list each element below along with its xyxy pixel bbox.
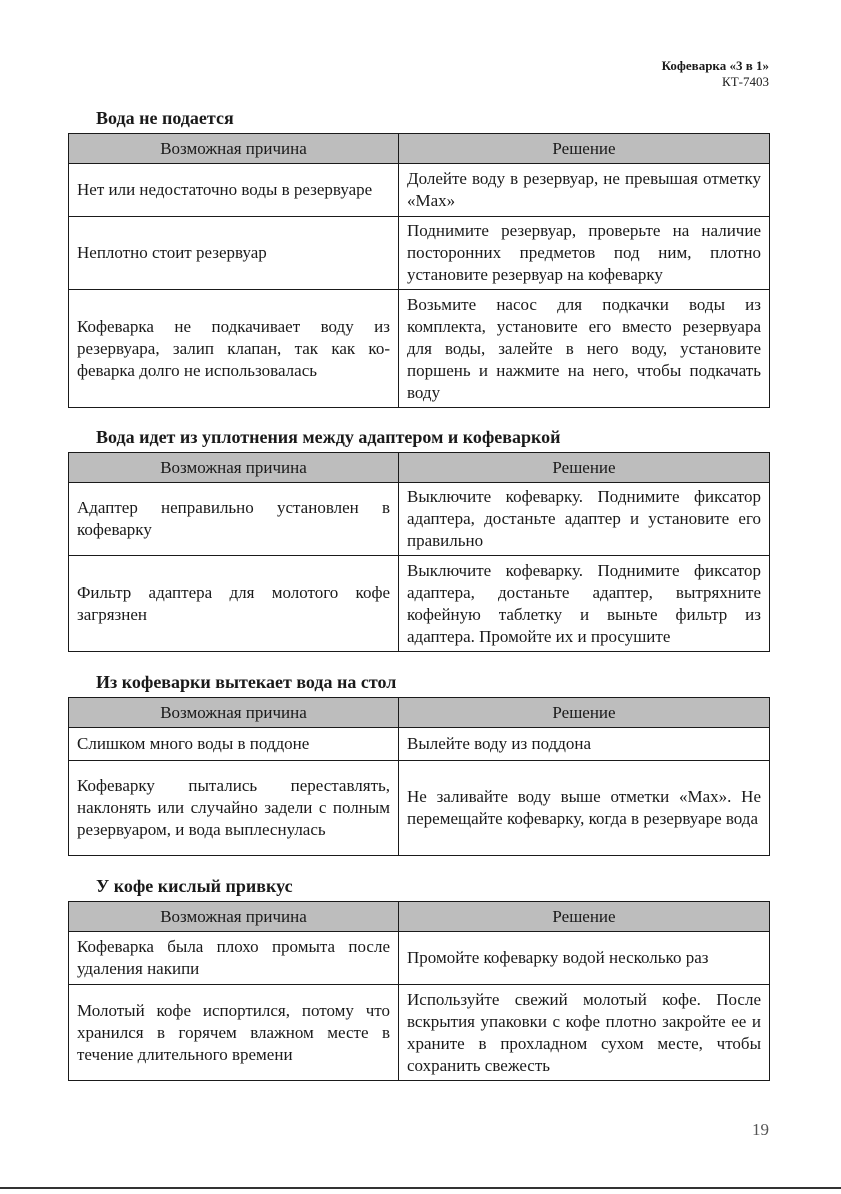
table-header-row xyxy=(69,134,770,164)
cause-cell: Адаптер неправильно установлен в кофеварку xyxy=(69,483,399,556)
cause-cell: Молотый кофе испортился, потому что хранился в горячем влажном месте в течение длительного времени xyxy=(69,985,399,1081)
cause-cell: Слишком много воды в поддоне xyxy=(69,728,399,761)
section-title: Из кофеварки вытекает вода на стол xyxy=(96,672,397,692)
section-title: Вода не подается xyxy=(96,108,234,128)
page-number: 19 xyxy=(752,1120,769,1139)
cause-cell: Кофеварка не подкачивает воду из резервуара, залип клапан, так как кофеварка долго не использовалась xyxy=(69,290,399,408)
header-solution: Решение xyxy=(399,698,770,728)
section-title: Вода идет из уплотнения между адаптером и кофеваркой xyxy=(96,427,561,447)
troubleshooting-table xyxy=(68,697,770,856)
solution-cell: Промойте кофеварку водой несколько раз xyxy=(399,932,770,985)
table-row xyxy=(69,164,770,217)
table-row xyxy=(69,556,770,652)
header-solution: Решение xyxy=(399,134,770,164)
cause-cell: Неплотно стоит резервуар xyxy=(69,217,399,290)
table-row xyxy=(69,985,770,1081)
table-row xyxy=(69,290,770,408)
table-row xyxy=(69,728,770,761)
troubleshooting-table xyxy=(68,133,770,408)
troubleshooting-table xyxy=(68,901,770,1081)
solution-cell: Выключите кофеварку. Поднимите фиксатор адаптера, достаньте адаптер, вытряхните кофейную таблетку и выньте фильтр из адаптера. Промойте их и просушите xyxy=(399,556,770,652)
table-row xyxy=(69,761,770,856)
header-cause: Возможная причина xyxy=(69,453,399,483)
header-model: КТ-7403 xyxy=(722,74,769,89)
cause-cell: Кофеварка была плохо промыта после удаления накипи xyxy=(69,932,399,985)
section-title: У кофе кислый привкус xyxy=(96,876,293,896)
header-solution: Решение xyxy=(399,902,770,932)
table-row xyxy=(69,483,770,556)
table-header-row xyxy=(69,453,770,483)
solution-cell: Используйте свежий молотый кофе. После вскрытия упаковки с кофе плотно закройте ее и храните в прохладном сухом месте, чтобы сохранить свежесть xyxy=(399,985,770,1081)
solution-cell: Долейте воду в резервуар, не превышая отметку «Max» xyxy=(399,164,770,217)
table-header-row xyxy=(69,698,770,728)
header-cause: Возможная причина xyxy=(69,134,399,164)
cause-cell: Кофеварку пытались переставлять, наклонять или случайно задели с полным резервуаром, и вода выплеснулась xyxy=(69,761,399,856)
table-row xyxy=(69,217,770,290)
cause-cell: Фильтр адаптера для молотого кофе загрязнен xyxy=(69,556,399,652)
table-row xyxy=(69,932,770,985)
header-cause: Возможная причина xyxy=(69,698,399,728)
solution-cell: Поднимите резервуар, проверьте на наличие посторонних предметов под ним, плотно установите резервуар на кофеварку xyxy=(399,217,770,290)
solution-cell: Вылейте воду из поддона xyxy=(399,728,770,761)
troubleshooting-table xyxy=(68,452,770,652)
solution-cell: Возьмите насос для подкачки воды из комплекта, установите его вместо резервуара для воды, залейте в него воду, установите поршень и нажмите на него, чтобы подкачать воду xyxy=(399,290,770,408)
solution-cell: Выключите кофеварку. Поднимите фиксатор адаптера, достаньте адаптер и установите его правильно xyxy=(399,483,770,556)
running-header xyxy=(662,58,769,90)
solution-cell: Не заливайте воду выше отметки «Max». Не перемещайте кофеварку, когда в резервуаре вода xyxy=(399,761,770,856)
cause-cell: Нет или недостаточно воды в резервуаре xyxy=(69,164,399,217)
table-header-row xyxy=(69,902,770,932)
header-title: Кофеварка «3 в 1» xyxy=(661,58,769,73)
header-cause: Возможная причина xyxy=(69,902,399,932)
header-solution: Решение xyxy=(399,453,770,483)
bottom-divider xyxy=(0,1187,841,1189)
